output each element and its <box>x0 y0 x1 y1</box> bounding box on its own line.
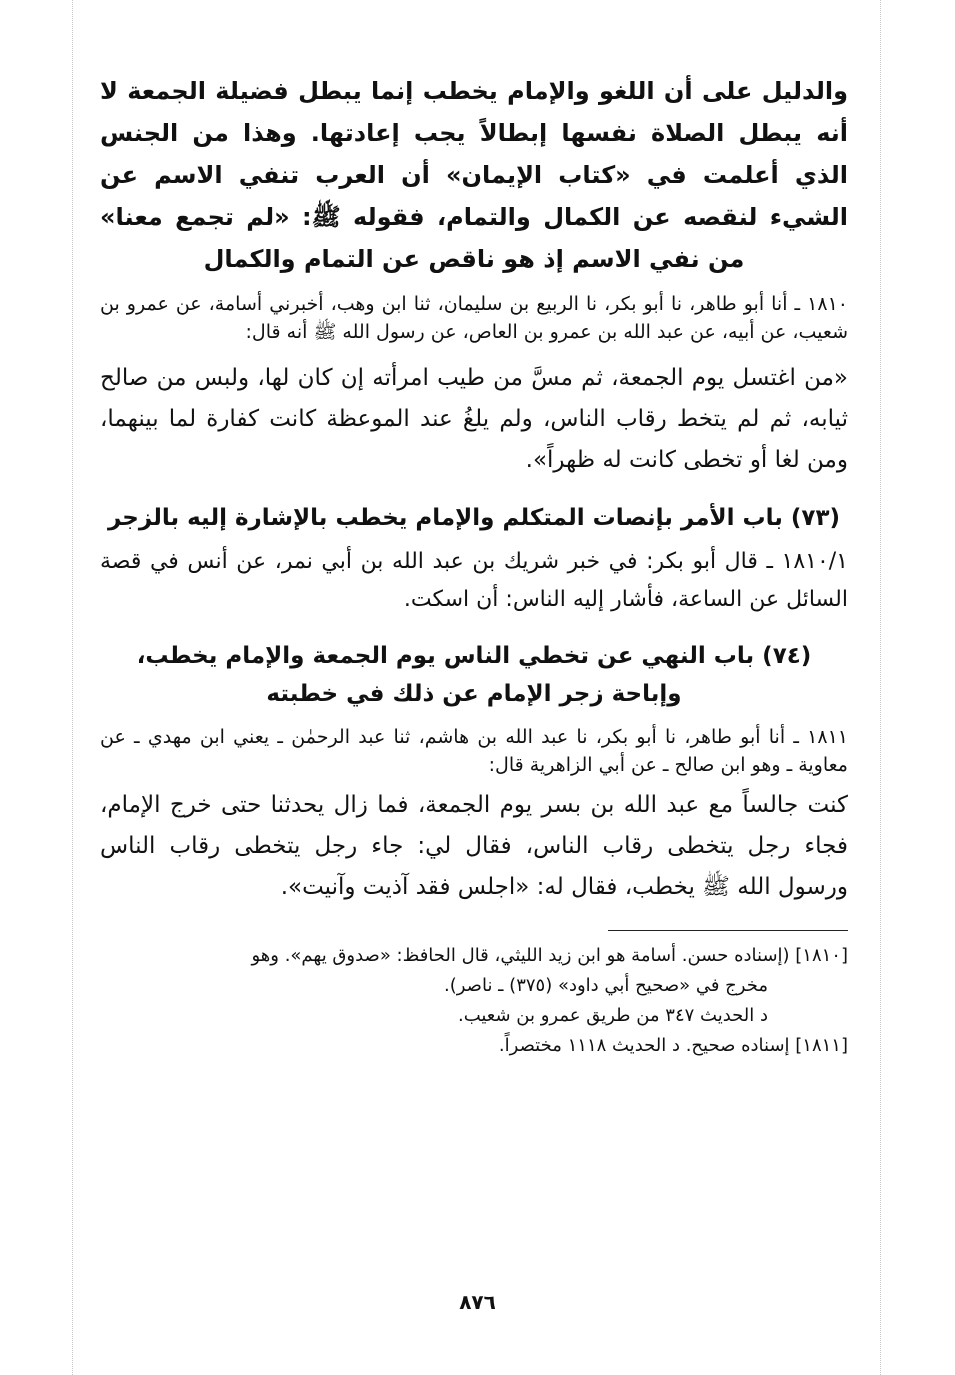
footnote-1811: [١٨١١] إسناده صحيح. د الحديث ١١١٨ مختصراً. <box>498 1035 848 1056</box>
chapter-73-text: ١٨١٠/١ ـ قال أبو بكر: في خبر شريك بن عبد الله بن أبي نمر، عن أنس في قصة السائل عن الساعة، فأشار إليه الناس: أن اسكت. <box>100 549 848 612</box>
main-paragraph: والدليل على أن اللغو والإمام يخطب إنما يبطل فضيلة الجمعة لا أنه يبطل الصلاة نفسها إبطالاً يجب إعادتها. وهذا من الجنس الذي أعلمت في «كتاب الإيمان» أن العرب تنفي الاسم عن الشيء لنقصه عن الكمال والتمام، فقوله ﷺ: «لم تجمع معنا» من نفي الاسم إذ هو ناقص عن التمام والكمال <box>100 77 848 273</box>
chapter-73-title: (٧٣) باب الأمر بإنصات المتكلم والإمام يخطب بالإشارة إليه بالزجر <box>108 505 840 531</box>
hadith-1811-matn: كنت جالساً مع عبد الله بن بسر يوم الجمعة، فما زال يحدثنا حتى خرج الإمام، فجاء رجل يتخطى رقاب الناس، فقال لي: جاء رجل يتخطى رقاب الناس ورسول الله ﷺ يخطب، فقال له: «اجلس فقد آذيت وآنيت». <box>100 792 848 900</box>
footnote-1810-line1: [١٨١٠] (إسناده حسن. أسامة هو ابن زيد الليثي، قال الحافظ: «صدوق يهم». وهو <box>251 945 848 966</box>
hadith-1811-isnad: ١٨١١ ـ أنا أبو طاهر، نا أبو بكر، نا عبد الله بن هاشم، ثنا عبد الرحمٰن ـ يعني ابن مهدي ـ عن معاوية ـ وهو ابن صالح ـ عن أبي الزاهرية قال: <box>100 726 848 776</box>
chapter-74-title <box>100 637 848 713</box>
footnotes <box>100 941 848 1061</box>
chapter-74-title-line2: وإباحة زجر الإمام عن ذلك في خطبته <box>266 681 682 707</box>
page-number: ٨٧٦ <box>459 1290 496 1314</box>
footnote-1810-line3: د الحديث ٣٤٧ من طريق عمرو بن شعيب. <box>457 1005 768 1026</box>
footnote-separator <box>608 930 848 931</box>
scan-dotted-line-left <box>72 0 73 1375</box>
hadith-1810-matn: «من اغتسل يوم الجمعة، ثم مسَّ من طيب امرأته إن كان لها، ولبس من صالح ثيابه، ثم لم يتخط رقاب الناس، ولم يلغُ عند الموعظة كانت كفارة لما بينهما، ومن لغا أو تخطى كانت له ظهراً». <box>100 365 848 473</box>
chapter-74-title-line1: (٧٤) باب النهي عن تخطي الناس يوم الجمعة والإمام يخطب، <box>136 643 812 669</box>
hadith-1810-isnad: ١٨١٠ ـ أنا أبو طاهر، نا أبو بكر، نا الربيع بن سليمان، ثنا ابن وهب، أخبرني أسامة، عن عمرو بن شعيب، عن أبيه، عن عبد الله بن عمرو بن العاص، عن رسول الله ﷺ أنه قال: <box>100 293 848 343</box>
document-page <box>100 70 848 1061</box>
footnote-1810-line2: مخرج في «صحيح أبي داود» (٣٧٥) ـ ناصر). <box>444 975 768 996</box>
scan-dotted-line-right <box>880 0 881 1375</box>
